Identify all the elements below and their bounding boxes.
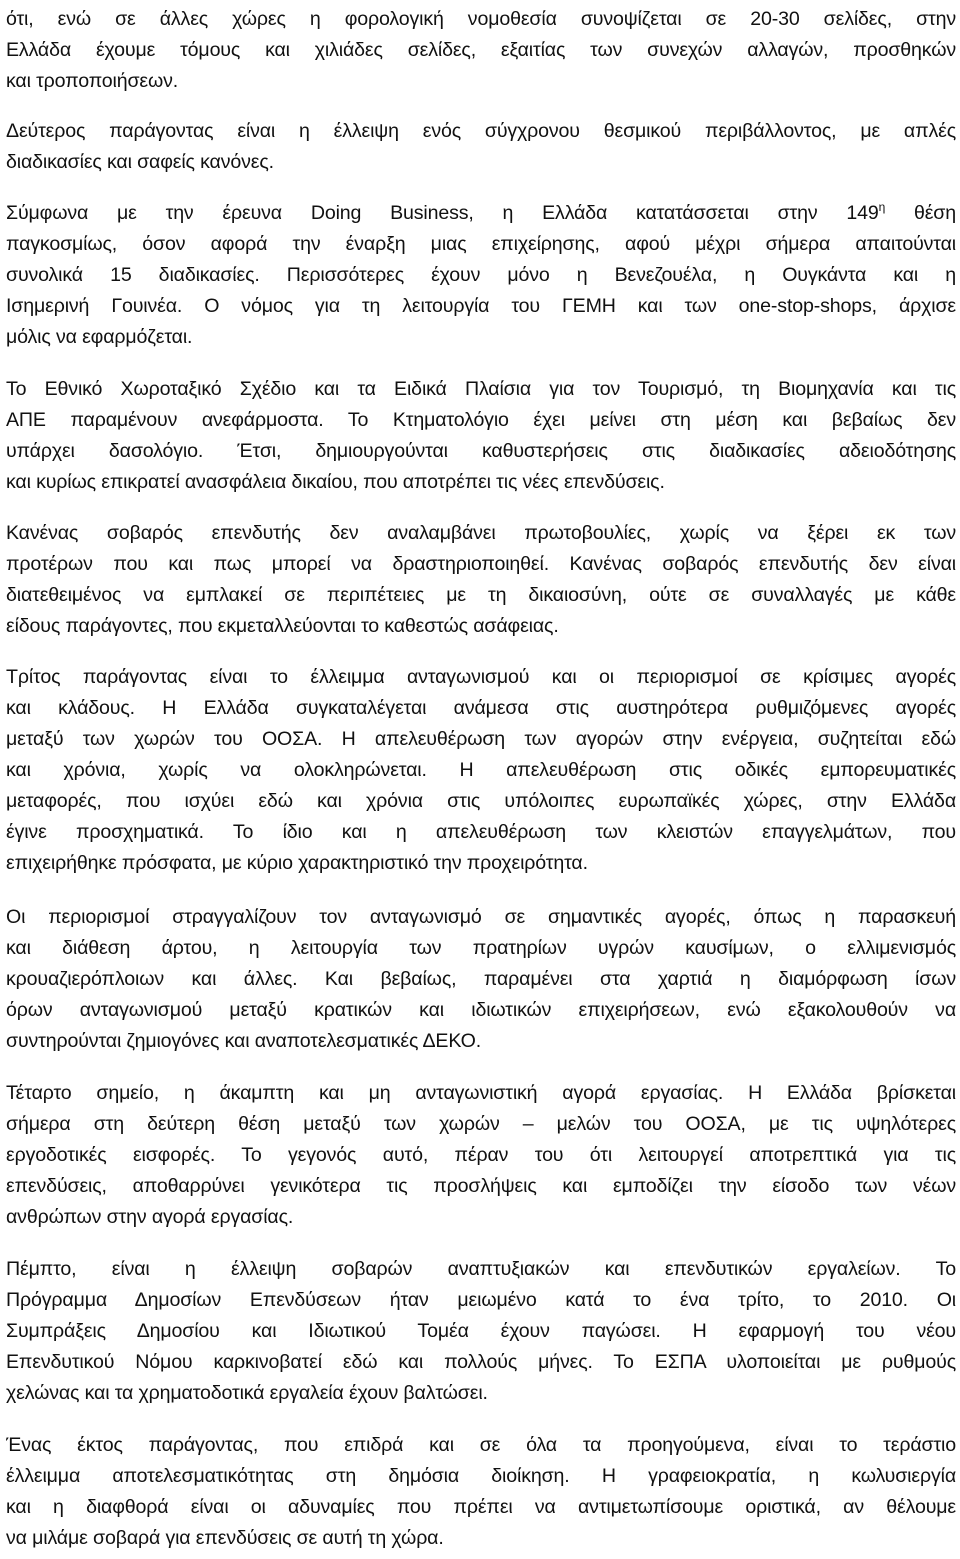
text-line: υπάρχει δασολόγιο. Έτσι, δημιουργούνται καθυστερήσεις στις διαδικασίες αδειοδότησης: [6, 440, 956, 462]
text-line: συνολικά 15 διαδικασίες. Περισσότερες έχουν μόνο η Βενεζουέλα, η Ουγκάντα και η: [6, 264, 956, 286]
text-line: και διάθεση άρτου, η λειτουργία των πρατηρίων υγρών καυσίμων, ο ελλιμενισμός: [6, 937, 956, 959]
paragraph-tax-legislation: [6, 4, 956, 97]
paragraph-doing-business: [6, 198, 956, 353]
text-line: Ισημερινή Γουινέα. Ο νόμος για τη λειτουργία του ΓΕΜΗ και των one-stop-shops, άρχισε: [6, 295, 956, 317]
paragraph-spatial-planning: [6, 374, 956, 498]
text-line: και η διαφθορά είναι οι αδυναμίες που πρέπει να αντιμετωπίσουμε οριστικά, αν θέλουμε: [6, 1496, 956, 1518]
text-fragment: Σύμφωνα με την έρευνα Doing Business, η Ελλάδα κατατάσσεται στην 149: [6, 202, 879, 224]
text-line: επιχειρήθηκε πρόσφατα, με κύριο χαρακτηριστικό την προχειρότητα.: [6, 852, 588, 874]
text-line: Τέταρτο σημείο, η άκαμπτη και μη ανταγωνιστική αγορά εργασίας. Η Ελλάδα βρίσκεται: [6, 1082, 956, 1104]
text-line: χελώνας και τα χρηματοδοτικά εργαλεία έχουν βαλτώσει.: [6, 1382, 488, 1404]
text-line: Κανένας σοβαρός επενδυτής δεν αναλαμβάνει πρωτοβουλίες, χωρίς να ξέρει εκ των: [6, 522, 956, 544]
text-line: συντηρούνται ζημιογόνες και αναποτελεσματικές ΔΕΚΟ.: [6, 1030, 482, 1052]
text-line: ότι, ενώ σε άλλες χώρες η φορολογική νομοθεσία συνοψίζεται σε 20-30 σελίδες, στην: [6, 8, 956, 30]
text-line: έγινε προσχηματικά. Το ίδιο και η απελευθέρωση των κλειστών επαγγελμάτων, που: [6, 821, 956, 843]
paragraph-labour-market: [6, 1078, 956, 1233]
text-line: Το Εθνικό Χωροταξικό Σχέδιο και τα Ειδικά Πλαίσια για τον Τουρισμό, τη Βιομηχανία και τις: [6, 378, 956, 400]
text-line: Συμπράξεις Δημοσίου και Ιδιωτικού Τομέα έχουν παγώσει. Η εφαρμογή του νέου: [6, 1320, 956, 1342]
text-line: και χρόνια, χωρίς να ολοκληρώνεται. Η απελευθέρωση στις οδικές εμπορευματικές: [6, 759, 956, 781]
text-line: Ελλάδα έχουμε τόμους και χιλιάδες σελίδες, εξαιτίας των συνεχών αλλαγών, προσθηκών: [6, 39, 956, 61]
text-line: εργοδοτικές εισφορές. Το γεγονός αυτό, πέραν του ότι λειτουργεί αποτρεπτικά για τις: [6, 1144, 956, 1166]
text-line: ανθρώπων στην αγορά εργασίας.: [6, 1206, 294, 1228]
text-line: Ένας έκτος παράγοντας, που επιδρά και σε όλα τα προηγούμενα, είναι το τεράστιο: [6, 1434, 956, 1456]
text-line: επενδύσεις, αποθαρρύνει γενικότερα τις προσλήψεις και εμποδίζει την είσοδο των νέων: [6, 1175, 956, 1197]
paragraph-institutional-environment: [6, 116, 956, 178]
paragraph-serious-investor: [6, 518, 956, 642]
text-line: [6, 198, 956, 229]
text-line: διατεθειμένος να εμπλακεί σε περιπέτειες με τη δικαιοσύνη, ούτε σε συναλλαγές με κάθε: [6, 584, 956, 606]
text-line: Πρόγραμμα Δημοσίων Επενδύσεων ήταν μειωμένο κατά το ένα τρίτο, το 2010. Οι: [6, 1289, 956, 1311]
text-line: προτέρων που και πως μπορεί να δραστηριοποιηθεί. Κανένας σοβαρός επενδυτής δεν είναι: [6, 553, 956, 575]
text-line: και κλάδους. Η Ελλάδα συγκαταλέγεται ανάμεσα στις αυστηρότερα ρυθμιζόμενες αγορές: [6, 697, 956, 719]
text-line: παγκοσμίως, όσον αφορά την έναρξη μιας επιχείρησης, αφού μέχρι σήμερα απαιτούνται: [6, 233, 956, 255]
paragraph-restrictions: [6, 902, 956, 1057]
text-line: έλλειμμα αποτελεσματικότητας στη δημόσια διοίκηση. Η γραφειοκρατία, η κωλυσιεργία: [6, 1465, 956, 1487]
text-line: και τροποποιήσεων.: [6, 70, 179, 92]
text-line: μεταξύ των χωρών του ΟΟΣΑ. Η απελευθέρωση των αγορών στην ενέργεια, συζητείται εδώ: [6, 728, 956, 750]
text-line: σήμερα στη δεύτερη θέση μεταξύ των χωρών – μελών του ΟΟΣΑ, με τις υψηλότερες: [6, 1113, 956, 1135]
text-line: Πέμπτο, είναι η έλλειψη σοβαρών αναπτυξιακών και επενδυτικών εργαλείων. Το: [6, 1258, 956, 1280]
text-line: και κυρίως επικρατεί ανασφάλεια δικαίου, που αποτρέπει τις νέες επενδύσεις.: [6, 471, 665, 493]
text-line: Τρίτος παράγοντας είναι το έλλειμμα ανταγωνισμού και οι περιορισμοί σε κρίσιμες αγορές: [6, 666, 956, 688]
text-line: Οι περιορισμοί στραγγαλίζουν τον ανταγωνισμό σε σημαντικές αγορές, όπως η παρασκευή: [6, 906, 956, 928]
text-line: Δεύτερος παράγοντας είναι η έλλειψη ενός σύγχρονου θεσμικού περιβάλλοντος, με απλές: [6, 120, 956, 142]
text-line: διαδικασίες και σαφείς κανόνες.: [6, 151, 274, 173]
text-line: είδους παράγοντες, που εκμεταλλεύονται το καθεστώς ασάφειας.: [6, 615, 559, 637]
ordinal-superscript: η: [878, 200, 886, 214]
text-line: μόλις να εφαρμόζεται.: [6, 326, 193, 348]
text-line: να μιλάμε σοβαρά για επενδύσεις σε αυτή τη χώρα.: [6, 1527, 444, 1549]
text-line: κρουαζιερόπλοιων και άλλες. Και βεβαίως, παραμένει στα χαρτιά η διαμόρφωση ίσων: [6, 968, 956, 990]
text-fragment: θέση: [885, 202, 956, 224]
paragraph-investment-tools: [6, 1254, 956, 1409]
text-line: μεταφορές, που ισχύει εδώ και χρόνια στις υπόλοιπες ευρωπαϊκές χώρες, στην Ελλάδα: [6, 790, 956, 812]
paragraph-public-administration: [6, 1430, 956, 1554]
paragraph-competition-deficit: [6, 662, 956, 879]
text-line: όρων ανταγωνισμού μεταξύ κρατικών και ιδιωτικών επιχειρήσεων, ενώ εξακολουθούν να: [6, 999, 956, 1021]
text-line: ΑΠΕ παραμένουν ανεφάρμοστα. Το Κτηματολόγιο έχει μείνει στη μέση και βεβαίως δεν: [6, 409, 956, 431]
text-line: Επενδυτικού Νόμου καρκινοβατεί εδώ και πολλούς μήνες. Το ΕΣΠΑ υλοποιείται με ρυθμούς: [6, 1351, 956, 1373]
